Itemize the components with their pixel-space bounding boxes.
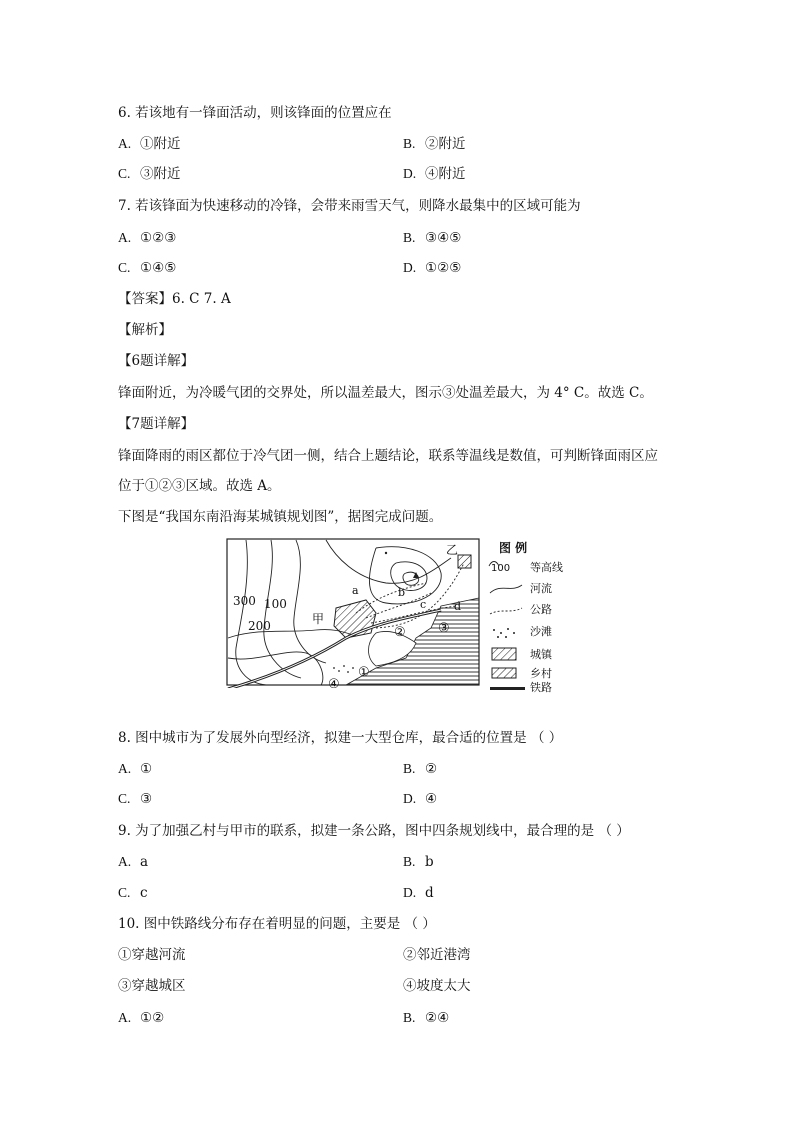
q7-option-c: C. ①④⑤ xyxy=(118,260,177,276)
q7-option-a: A. ①②③ xyxy=(118,230,177,246)
q8-option-d: D. ④ xyxy=(403,791,438,807)
railway-icon xyxy=(490,687,525,690)
contour-label-100: 100 xyxy=(264,597,287,611)
answer-line: 【答案】6. C 7. A xyxy=(118,291,231,307)
q7-detail-heading: 【7题详解】 xyxy=(118,416,195,432)
legend-beach-label: 沙滩 xyxy=(530,625,552,638)
q10-item-1: ①穿越河流 xyxy=(118,947,186,963)
q10-stem: 10. 图中铁路线分布存在着明显的问题，主要是 （ ） xyxy=(118,916,436,932)
town-icon xyxy=(492,648,516,660)
q6-detail-heading: 【6题详解】 xyxy=(118,353,195,369)
analysis-heading: 【解析】 xyxy=(118,322,172,338)
legend-river-label: 河流 xyxy=(530,582,552,595)
q6-option-c: C. ③附近 xyxy=(118,166,181,182)
q6-stem: 6. 若该地有一锋面活动，则该锋面的位置应在 xyxy=(118,105,392,121)
site-1: ① xyxy=(358,665,370,680)
q7-option-b: B. ③④⑤ xyxy=(403,230,462,246)
q7-detail-text-2: 位于①②③区域。故选 A。 xyxy=(118,478,281,494)
q9-option-a: A. a xyxy=(118,854,149,870)
q7-detail-text-1: 锋面降雨的雨区都位于冷气团一侧，结合上题结论，联系等温线是数值，可判断锋面雨区应 xyxy=(118,448,658,464)
q6-option-d: D. ④附近 xyxy=(403,166,466,182)
q10-option-b: B. ②④ xyxy=(403,1010,450,1026)
q6-option-b: B. ②附近 xyxy=(403,136,466,152)
map-svg xyxy=(226,538,573,688)
q7-option-d: D. ①②⑤ xyxy=(403,260,462,276)
q10-item-4: ④坡度太大 xyxy=(403,978,471,994)
legend-railway-label: 铁路 xyxy=(530,681,552,694)
site-3: ③ xyxy=(438,621,450,636)
route-b: b xyxy=(398,586,406,599)
village-icon xyxy=(492,668,516,678)
route-c: c xyxy=(420,598,427,611)
beach-icon xyxy=(493,628,515,638)
legend-title: 图 例 xyxy=(499,541,528,555)
q8-stem: 8. 图中城市为了发展外向型经济，拟建一大型仓库，最合适的位置是 （ ） xyxy=(118,730,563,746)
legend-town-label: 城镇 xyxy=(530,648,552,661)
site-4: ④ xyxy=(328,677,340,688)
town-planning-map xyxy=(226,538,573,688)
q9-option-b: B. b xyxy=(403,854,434,870)
map-legend xyxy=(489,540,563,680)
q8-option-b: B. ② xyxy=(403,761,438,777)
village-yi xyxy=(458,555,471,568)
q8-option-a: A. ① xyxy=(118,761,153,777)
q6-option-a: A. ①附近 xyxy=(118,136,181,152)
contour-label-200: 200 xyxy=(248,619,271,633)
legend-road-label: 公路 xyxy=(530,603,552,616)
q9-option-d: D. d xyxy=(403,885,434,901)
river-icon xyxy=(490,585,522,593)
legend-contour-prefix: 100 xyxy=(491,563,511,574)
label-jia: 甲 xyxy=(312,612,325,626)
q6-detail-text: 锋面附近，为冷暖气团的交界处，所以温差最大，图示③处温差最大，为 4° C。故选 C。 xyxy=(118,385,653,401)
road-icon xyxy=(490,608,522,614)
q10-item-3: ③穿越城区 xyxy=(118,978,186,994)
q7-stem: 7. 若该锋面为快速移动的冷锋，会带来雨雪天气，则降水最集中的区域可能为 xyxy=(118,198,581,214)
label-yi: 乙 xyxy=(446,543,459,557)
q10-option-a: A. ①② xyxy=(118,1010,165,1026)
map-intro: 下图是“我国东南沿海某城镇规划图”，据图完成问题。 xyxy=(118,509,443,525)
q9-option-c: C. c xyxy=(118,885,148,901)
route-d: d xyxy=(454,600,462,613)
route-a: a xyxy=(352,584,359,597)
legend-contour-label: 等高线 xyxy=(530,561,563,574)
q8-option-c: C. ③ xyxy=(118,791,153,807)
legend-village-label: 乡村 xyxy=(530,667,552,680)
q9-stem: 9. 为了加强乙村与甲市的联系，拟建一条公路，图中四条规划线中，最合理的是 （ ） xyxy=(118,823,630,839)
site-2: ② xyxy=(394,625,406,640)
contour-label-300: 300 xyxy=(233,594,256,608)
q10-item-2: ②邻近港湾 xyxy=(403,947,471,963)
